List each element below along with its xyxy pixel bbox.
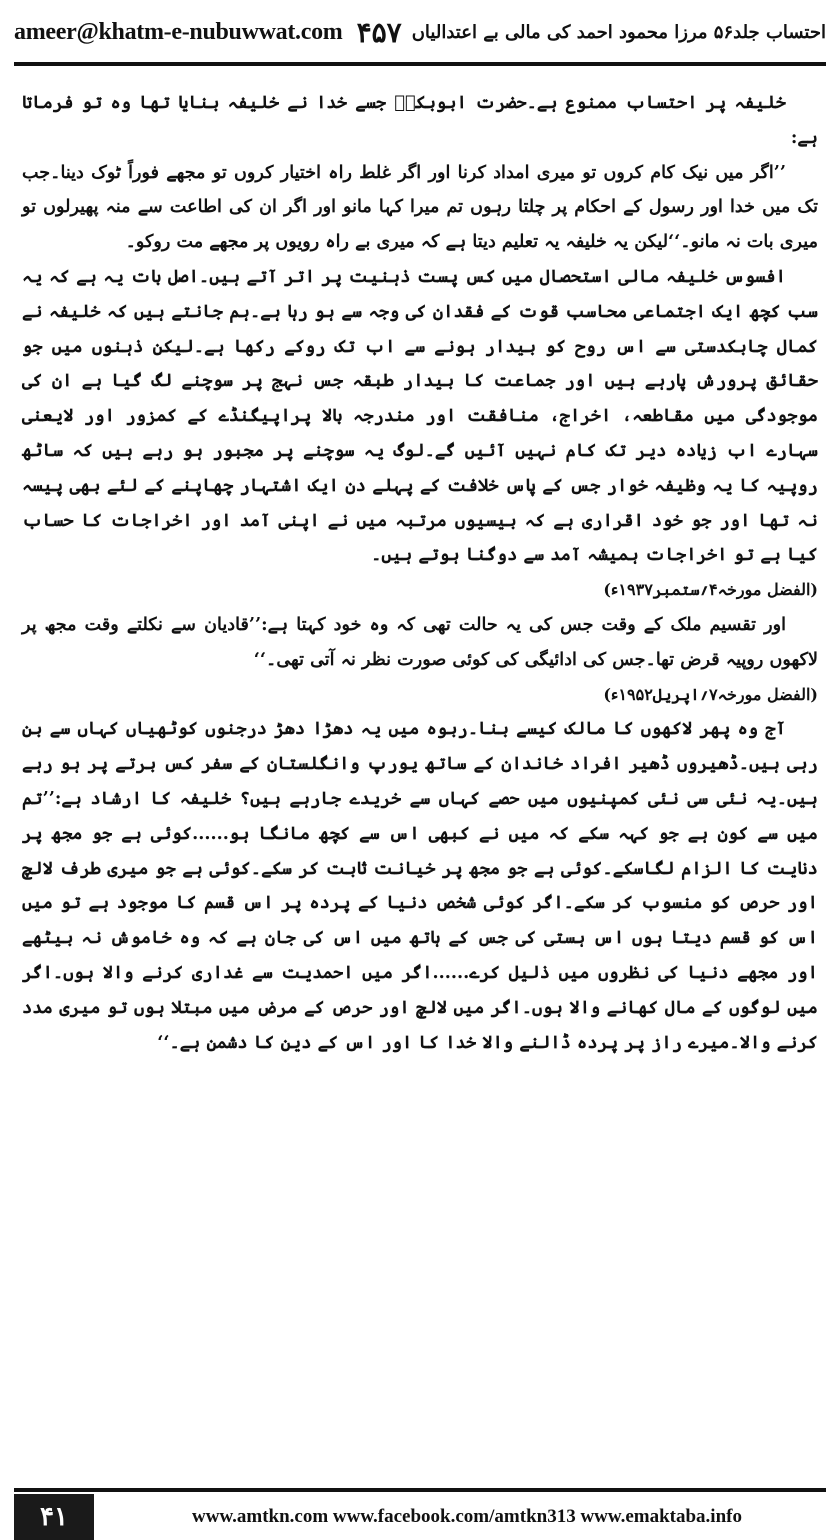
paragraph-final: آج وہ پھر لاکھوں کا مالک کیسے بنا۔ربوہ میں یہ دھڑا دھڑ درجنوں کوٹھیاں کہاں سے بن رہی ہیں۔ڈھیروں ڈھیر افراد خاندان کے ساتھ یورپ وانگلستان کے سفر کس برتے پر ہو رہے ہیں۔یہ نئی سی نئی کمپنیوں میں حصے کہاں سے خریدے جارہے ہیں؟ خلیفہ کا ارشاد ہے:’’تم میں سے کون ہے جو کہہ سکے کہ میں نے کبھی اس سے کچھ مانگا ہو......کوئی ہے جو مجھ پر دنایت کا الزام لگاسکے۔کوئی ہے جو مجھ پر خیانت ثابت کر سکے۔کوئی ہے جو میری طرف لالچ اور حرص کو منسوب کر سکے۔اگر کوئی شخص دنیا کے پردہ پر اس قسم کا موجود ہے تو میں اس کو قسم دیتا ہوں اس ہستی کی جس کے ہاتھ میں اس کی جان ہے کہ وہ خاموش نہ بیٹھے اور مجھے دنیا کی نظروں میں ذلیل کرے......اگر میں احمدیت سے غداری کرنے والا ہوں۔اگر میں لوگوں کے مال کھانے والا ہوں۔اگر میں لالچ اور حرص کے مرض میں مبتلا ہوں تو میری مدد کرنے والا۔میرے راز پر پردہ ڈالنے والا خدا کا اور اس کے دین کا دشمن ہے۔‘‘ [22, 718, 818, 1053]
footer-links[interactable]: www.amtkn.com www.facebook.com/amtkn313 www.emaktaba.info [192, 1506, 742, 1527]
page-number: ۴۵۷ [356, 15, 402, 49]
header-right [357, 16, 826, 49]
page-footer [0, 1494, 840, 1540]
header-email: ameer@khatm-e-nubuwwat.com [14, 18, 343, 45]
paragraph-2: ’’اگر میں نیک کام کروں تو میری امداد کرنا اور اگر غلط راہ اختیار کروں تو مجھے فوراً ٹوک دینا۔جب تک میں خدا اور رسول کے احکام پر چلتا رہوں تم میرا کہا مانو اور اگر ان کی اطاعت سے منہ پھیرلوں تو میری بات نہ مانو۔‘‘لیکن یہ خلیفہ یہ تعلیم دیتا ہے کہ میری بے راہ رویوں پر مجھے مت روکو۔ [22, 161, 818, 253]
reference-2: (الفضل مورخہ۷؍اپریل۱۹۵۲ء) [603, 684, 818, 704]
header-title: احتساب جلد۵۶ مرزا محمود احمد کی مالی بے اعتدالیاں [411, 21, 826, 43]
paragraph-1: خلیفہ پر احتساب ممنوع ہے۔حضرت ابوبکرؓ جسے خدا نے خلیفہ بنایا تھا وہ تو فرماتا ہے: [22, 92, 818, 148]
paragraph-3: افسوس خلیفہ مالی استحصال میں کس پست ذہنیت پر اتر آتے ہیں۔اصل بات یہ ہے کہ یہ سب کچھ ایک اجتماعی محاسب قوت کے فقدان کی وجہ سے ہو رہا ہے۔ہم جانتے ہیں کہ خلیفہ نے کمال چابکدستی سے اس روح کو بیدار ہونے سے اب تک روکے رکھا ہے۔لیکن ذہنوں میں جو حقائق پرورش پارہے ہیں اور جماعت کا بیدار طبقہ جس نہج پر سوچنے لگ گیا ہے ان کی موجودگی میں مقاطعہ، اخراج، منافقت اور مندرجہ بالا پراپیگنڈے کے کمزور اور لایعنی سہارے اب زیادہ دیر تک کام نہیں آئیں گے۔لوگ یہ سوچنے پر مجبور ہو رہے ہیں کہ ساٹھ روپیہ کا یہ وظیفہ خوار جس کے پاس خلافت کے پہلے دن ایک اشتہار چھاپنے کے لئے بھی پیسہ نہ تھا اور جو خود اقراری ہے کہ بیسیوں مرتبہ میں نے اپنی آمد اور اخراجات کا حساب کیا ہے تو اخراجات ہمیشہ آمد سے دوگنا ہوتے ہیں۔ [22, 265, 818, 566]
footer-rule [14, 1488, 826, 1492]
page-header [14, 10, 826, 54]
page-marker: ۴۱ [14, 1494, 94, 1540]
page-body [22, 86, 818, 1470]
paragraph-quote-intro: اور تقسیم ملک کے وقت جس کی یہ حالت تھی کہ وہ خود کہتا ہے:’’قادیان سے نکلتے وقت مجھ پر لاکھوں روپیہ قرض تھا۔جس کی ادائیگی کی کوئی صورت نظر نہ آتی تھی۔‘‘ [22, 613, 818, 670]
header-rule [14, 62, 826, 66]
reference-1: (الفضل مورخہ۴؍ستمبر۱۹۳۷ء) [603, 580, 818, 600]
